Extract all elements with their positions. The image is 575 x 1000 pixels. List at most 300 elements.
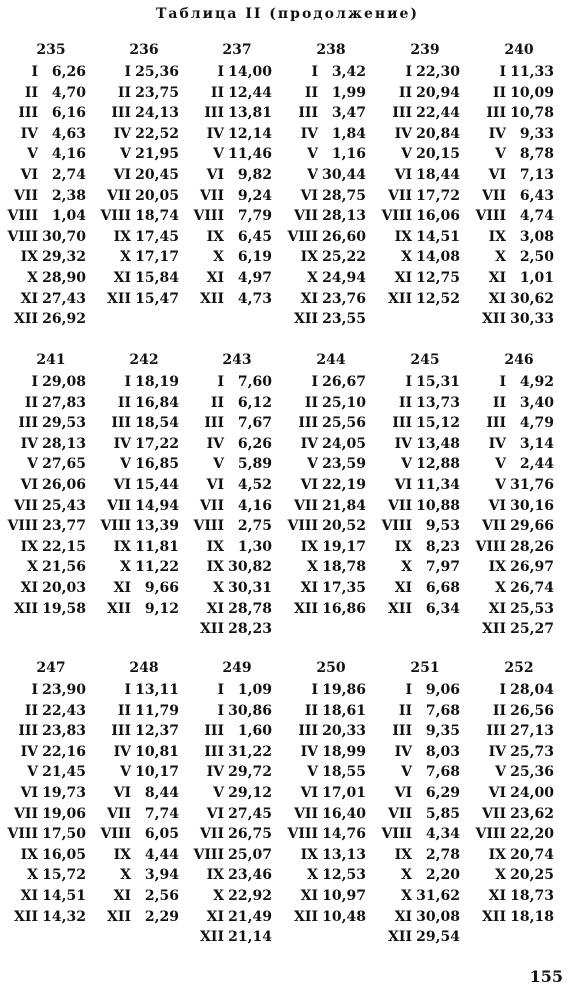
table-row xyxy=(95,188,187,209)
month-numeral: IX xyxy=(300,846,318,863)
day-value: 22,52 xyxy=(135,125,179,142)
table-row xyxy=(95,888,187,909)
month-numeral: IV xyxy=(20,743,38,760)
day-value: 5,89 xyxy=(237,456,272,473)
month-numeral: IV xyxy=(394,435,412,452)
month-numeral: IX xyxy=(488,846,506,863)
table-row xyxy=(2,703,94,724)
day-value: 19,58 xyxy=(42,600,86,617)
day-value: 27,45 xyxy=(228,805,272,822)
month-numeral: II xyxy=(492,394,506,411)
table-row xyxy=(188,249,280,270)
table-row xyxy=(95,806,187,827)
month-numeral: VII xyxy=(107,187,131,204)
month-numeral: IV xyxy=(206,125,224,142)
day-value: 18,55 xyxy=(322,764,366,781)
month-numeral: X xyxy=(120,559,131,576)
month-numeral: IV xyxy=(20,435,38,452)
table-row xyxy=(470,601,562,622)
table-row xyxy=(2,559,94,580)
table-row xyxy=(95,601,187,622)
month-numeral: V xyxy=(120,456,131,473)
month-numeral: II xyxy=(117,702,131,719)
day-value: 6,45 xyxy=(237,228,272,245)
day-value: 20,94 xyxy=(416,84,460,101)
month-numeral: V xyxy=(307,166,318,183)
day-value: 22,16 xyxy=(42,743,86,760)
month-numeral: VI xyxy=(206,166,224,183)
day-value: 2,50 xyxy=(519,249,554,266)
month-numeral: V xyxy=(495,476,506,493)
day-value: 2,78 xyxy=(425,846,460,863)
table-row xyxy=(95,867,187,888)
day-value: 28,78 xyxy=(228,600,272,617)
table-row xyxy=(282,249,374,270)
month-numeral: VI xyxy=(488,497,506,514)
month-numeral: VIII xyxy=(381,518,412,535)
day-value: 25,36 xyxy=(510,764,554,781)
day-value: 29,72 xyxy=(228,764,272,781)
table-row xyxy=(376,723,468,744)
table-row xyxy=(2,806,94,827)
day-value: 18,18 xyxy=(510,908,554,925)
month-numeral: VI xyxy=(206,805,224,822)
day-value: 28,04 xyxy=(510,682,554,698)
table-row xyxy=(188,559,280,580)
column-number: 240 xyxy=(504,42,534,58)
table-row xyxy=(188,436,280,457)
month-numeral: V xyxy=(27,456,38,473)
month-numeral: I xyxy=(499,374,506,390)
table-row xyxy=(2,785,94,806)
table-row xyxy=(2,909,94,930)
table-row xyxy=(2,415,94,436)
month-numeral: V xyxy=(27,764,38,781)
month-numeral: I xyxy=(217,64,224,80)
month-numeral: XII xyxy=(107,290,131,307)
table-row xyxy=(376,105,468,126)
month-numeral: XI xyxy=(113,887,131,904)
day-value: 10,88 xyxy=(416,497,460,514)
table-column xyxy=(95,42,187,311)
table-row xyxy=(188,188,280,209)
month-numeral: XI xyxy=(488,600,506,617)
table-row xyxy=(376,188,468,209)
table-row xyxy=(470,208,562,229)
month-numeral: II xyxy=(304,84,318,101)
table-row xyxy=(2,311,94,332)
table-row xyxy=(188,456,280,477)
table-row xyxy=(376,826,468,847)
table-row xyxy=(2,208,94,229)
day-value: 21,84 xyxy=(322,497,366,514)
table-row xyxy=(282,518,374,539)
day-value: 6,26 xyxy=(237,435,272,452)
month-numeral: IV xyxy=(394,125,412,142)
month-numeral: III xyxy=(204,723,224,740)
month-numeral: XII xyxy=(388,929,412,946)
table-row xyxy=(282,909,374,930)
day-value: 20,05 xyxy=(135,187,179,204)
table-row xyxy=(188,105,280,126)
day-value: 17,35 xyxy=(322,579,366,596)
day-value: 15,12 xyxy=(416,415,460,432)
day-value: 18,44 xyxy=(416,166,460,183)
day-value: 9,66 xyxy=(144,579,179,596)
day-value: 6,26 xyxy=(51,64,86,80)
day-value: 26,97 xyxy=(510,559,554,576)
day-value: 21,45 xyxy=(42,764,86,781)
month-numeral: I xyxy=(217,374,224,390)
column-number: 243 xyxy=(222,352,252,368)
month-numeral: IX xyxy=(20,846,38,863)
month-numeral: IV xyxy=(488,125,506,142)
table-row xyxy=(2,291,94,312)
page-title: Таблица II (продолжение) xyxy=(155,6,420,22)
table-row xyxy=(95,85,187,106)
day-value: 11,22 xyxy=(135,559,179,576)
table-row xyxy=(2,456,94,477)
column-number: 250 xyxy=(316,660,346,676)
month-numeral: XII xyxy=(482,621,506,638)
day-value: 16,05 xyxy=(42,846,86,863)
table-row xyxy=(470,621,562,642)
table-row xyxy=(282,847,374,868)
table-row xyxy=(282,888,374,909)
month-numeral: III xyxy=(204,743,224,760)
day-value: 30,62 xyxy=(510,290,554,307)
month-numeral: I xyxy=(217,682,224,698)
day-value: 23,75 xyxy=(135,84,179,101)
table-row xyxy=(188,867,280,888)
table-row xyxy=(470,806,562,827)
day-value: 15,44 xyxy=(135,476,179,493)
day-value: 19,73 xyxy=(42,784,86,801)
day-value: 26,60 xyxy=(322,228,366,245)
day-value: 30,16 xyxy=(510,497,554,514)
month-numeral: I xyxy=(311,682,318,698)
table-row xyxy=(188,291,280,312)
table-row xyxy=(95,764,187,785)
table-column xyxy=(376,352,468,621)
table-column xyxy=(376,42,468,311)
table-row xyxy=(470,85,562,106)
day-value: 30,70 xyxy=(42,228,86,245)
day-value: 26,06 xyxy=(42,476,86,493)
table-row xyxy=(95,580,187,601)
table-row xyxy=(376,126,468,147)
month-numeral: V xyxy=(401,764,412,781)
month-numeral: I xyxy=(405,64,412,80)
table-row xyxy=(470,105,562,126)
month-numeral: IX xyxy=(394,846,412,863)
day-value: 1,09 xyxy=(237,682,272,698)
month-numeral: I xyxy=(499,64,506,80)
table-row xyxy=(188,64,280,85)
month-numeral: IV xyxy=(488,435,506,452)
table-row xyxy=(470,785,562,806)
day-value: 27,83 xyxy=(42,394,86,411)
table-row xyxy=(470,847,562,868)
day-value: 24,00 xyxy=(510,784,554,801)
table-row xyxy=(470,167,562,188)
day-value: 19,86 xyxy=(322,682,366,698)
table-row xyxy=(282,539,374,560)
month-numeral: IX xyxy=(394,538,412,555)
month-numeral: V xyxy=(401,146,412,163)
day-value: 23,59 xyxy=(322,456,366,473)
month-numeral: VIII xyxy=(381,208,412,225)
table-row xyxy=(2,518,94,539)
table-row xyxy=(95,477,187,498)
month-numeral: II xyxy=(210,394,224,411)
month-numeral: VI xyxy=(394,784,412,801)
day-value: 6,12 xyxy=(237,394,272,411)
table-row xyxy=(470,723,562,744)
table-row xyxy=(2,682,94,703)
day-value: 2,20 xyxy=(425,867,460,884)
day-value: 4,52 xyxy=(237,476,272,493)
table-row xyxy=(95,395,187,416)
month-numeral: XI xyxy=(206,600,224,617)
table-row xyxy=(376,909,468,930)
day-value: 4,34 xyxy=(425,826,460,843)
month-numeral: IV xyxy=(113,435,131,452)
table-row xyxy=(470,703,562,724)
table-row xyxy=(188,601,280,622)
day-value: 11,81 xyxy=(135,538,179,555)
month-numeral: VIII xyxy=(287,826,318,843)
table-row xyxy=(376,229,468,250)
day-value: 28,13 xyxy=(42,435,86,452)
day-value: 27,43 xyxy=(42,290,86,307)
table-row xyxy=(188,703,280,724)
table-row xyxy=(95,826,187,847)
month-numeral: V xyxy=(213,456,224,473)
table-row xyxy=(188,744,280,765)
day-value: 12,14 xyxy=(228,125,272,142)
table-row xyxy=(470,909,562,930)
month-numeral: VIII xyxy=(287,228,318,245)
day-value: 17,22 xyxy=(135,435,179,452)
day-value: 14,94 xyxy=(135,497,179,514)
month-numeral: V xyxy=(27,146,38,163)
table-row xyxy=(188,621,280,642)
page-number: 155 xyxy=(529,967,563,986)
day-value: 21,56 xyxy=(42,559,86,576)
table-row xyxy=(376,395,468,416)
month-numeral: III xyxy=(392,723,412,740)
month-numeral: X xyxy=(213,579,224,596)
day-value: 28,75 xyxy=(322,187,366,204)
day-value: 18,61 xyxy=(322,702,366,719)
day-value: 1,16 xyxy=(331,146,366,163)
table-row xyxy=(95,703,187,724)
day-value: 3,40 xyxy=(519,394,554,411)
table-row xyxy=(95,456,187,477)
month-numeral: X xyxy=(401,559,412,576)
table-row xyxy=(188,395,280,416)
month-numeral: II xyxy=(24,394,38,411)
month-numeral: II xyxy=(398,702,412,719)
table-row xyxy=(376,167,468,188)
day-value: 4,74 xyxy=(519,208,554,225)
day-value: 19,06 xyxy=(42,805,86,822)
day-value: 23,83 xyxy=(42,723,86,740)
table-row xyxy=(188,539,280,560)
day-value: 18,74 xyxy=(135,208,179,225)
day-value: 8,78 xyxy=(519,146,554,163)
month-numeral: XI xyxy=(300,887,318,904)
month-numeral: VIII xyxy=(475,208,506,225)
table-row xyxy=(470,436,562,457)
column-number: 236 xyxy=(129,42,159,58)
month-numeral: VI xyxy=(20,166,38,183)
month-numeral: XII xyxy=(107,908,131,925)
table-row xyxy=(95,208,187,229)
table-column xyxy=(188,660,280,950)
day-value: 1,99 xyxy=(331,84,366,101)
month-numeral: V xyxy=(401,456,412,473)
day-value: 30,44 xyxy=(322,166,366,183)
day-value: 16,06 xyxy=(416,208,460,225)
table-row xyxy=(376,806,468,827)
month-numeral: XI xyxy=(20,887,38,904)
table-row xyxy=(2,188,94,209)
day-value: 28,23 xyxy=(228,621,272,638)
month-numeral: V xyxy=(307,146,318,163)
table-row xyxy=(188,208,280,229)
day-value: 5,85 xyxy=(425,805,460,822)
day-value: 9,12 xyxy=(144,600,179,617)
table-row xyxy=(282,764,374,785)
day-value: 13,81 xyxy=(228,105,272,122)
table-row xyxy=(470,249,562,270)
day-value: 6,19 xyxy=(237,249,272,266)
table-row xyxy=(282,208,374,229)
month-numeral: XII xyxy=(14,311,38,328)
month-numeral: XI xyxy=(488,887,506,904)
table-row xyxy=(2,105,94,126)
day-value: 25,43 xyxy=(42,497,86,514)
day-value: 10,09 xyxy=(510,84,554,101)
month-numeral: X xyxy=(213,887,224,904)
table-row xyxy=(188,167,280,188)
month-numeral: XI xyxy=(488,269,506,286)
column-number: 246 xyxy=(504,352,534,368)
day-value: 20,45 xyxy=(135,166,179,183)
table-row xyxy=(282,785,374,806)
table-row xyxy=(470,395,562,416)
month-numeral: VII xyxy=(14,187,38,204)
day-value: 4,97 xyxy=(237,269,272,286)
month-numeral: II xyxy=(398,84,412,101)
day-value: 25,10 xyxy=(322,394,366,411)
month-numeral: XI xyxy=(20,579,38,596)
month-numeral: IX xyxy=(206,538,224,555)
month-numeral: X xyxy=(27,559,38,576)
day-value: 17,45 xyxy=(135,228,179,245)
day-value: 9,24 xyxy=(237,187,272,204)
month-numeral: I xyxy=(311,64,318,80)
table-row xyxy=(282,498,374,519)
month-numeral: III xyxy=(392,105,412,122)
day-value: 21,49 xyxy=(228,908,272,925)
table-row xyxy=(188,229,280,250)
table-row xyxy=(282,580,374,601)
day-value: 10,78 xyxy=(510,105,554,122)
table-row xyxy=(470,477,562,498)
day-value: 2,38 xyxy=(51,187,86,204)
day-value: 17,01 xyxy=(322,784,366,801)
table-row xyxy=(470,311,562,332)
table-row xyxy=(2,723,94,744)
table-row xyxy=(282,311,374,332)
month-numeral: X xyxy=(495,867,506,884)
day-value: 26,74 xyxy=(510,579,554,596)
month-numeral: VII xyxy=(294,805,318,822)
table-row xyxy=(2,744,94,765)
table-row xyxy=(95,498,187,519)
day-value: 20,15 xyxy=(416,146,460,163)
day-value: 20,74 xyxy=(510,846,554,863)
month-numeral: III xyxy=(486,105,506,122)
day-value: 18,73 xyxy=(510,887,554,904)
table-row xyxy=(282,167,374,188)
day-value: 27,13 xyxy=(510,723,554,740)
day-value: 29,32 xyxy=(42,249,86,266)
month-numeral: I xyxy=(31,64,38,80)
table-column xyxy=(188,352,280,642)
table-row xyxy=(376,518,468,539)
month-numeral: VII xyxy=(388,497,412,514)
month-numeral: I xyxy=(499,682,506,698)
day-value: 17,50 xyxy=(42,826,86,843)
table-row xyxy=(95,126,187,147)
month-numeral: VI xyxy=(20,784,38,801)
month-numeral: VIII xyxy=(193,208,224,225)
table-row xyxy=(188,929,280,950)
table-row xyxy=(282,806,374,827)
table-row xyxy=(376,580,468,601)
table-row xyxy=(95,249,187,270)
day-value: 23,77 xyxy=(42,518,86,535)
day-value: 7,97 xyxy=(425,559,460,576)
day-value: 20,52 xyxy=(322,518,366,535)
table-row xyxy=(470,146,562,167)
day-value: 26,92 xyxy=(42,311,86,328)
month-numeral: VI xyxy=(20,476,38,493)
month-numeral: IV xyxy=(394,743,412,760)
month-numeral: IX xyxy=(20,538,38,555)
day-value: 23,76 xyxy=(322,290,366,307)
table-row xyxy=(95,291,187,312)
month-numeral: IX xyxy=(488,228,506,245)
month-numeral: IX xyxy=(206,559,224,576)
day-value: 26,75 xyxy=(228,826,272,843)
month-numeral: VI xyxy=(300,187,318,204)
table-row xyxy=(282,188,374,209)
day-value: 29,12 xyxy=(228,784,272,801)
month-numeral: III xyxy=(486,415,506,432)
month-numeral: I xyxy=(124,374,131,390)
table-column xyxy=(2,660,94,929)
month-numeral: VIII xyxy=(475,826,506,843)
table-row xyxy=(376,415,468,436)
table-row xyxy=(470,867,562,888)
table-column xyxy=(470,352,562,642)
day-value: 23,46 xyxy=(228,867,272,884)
